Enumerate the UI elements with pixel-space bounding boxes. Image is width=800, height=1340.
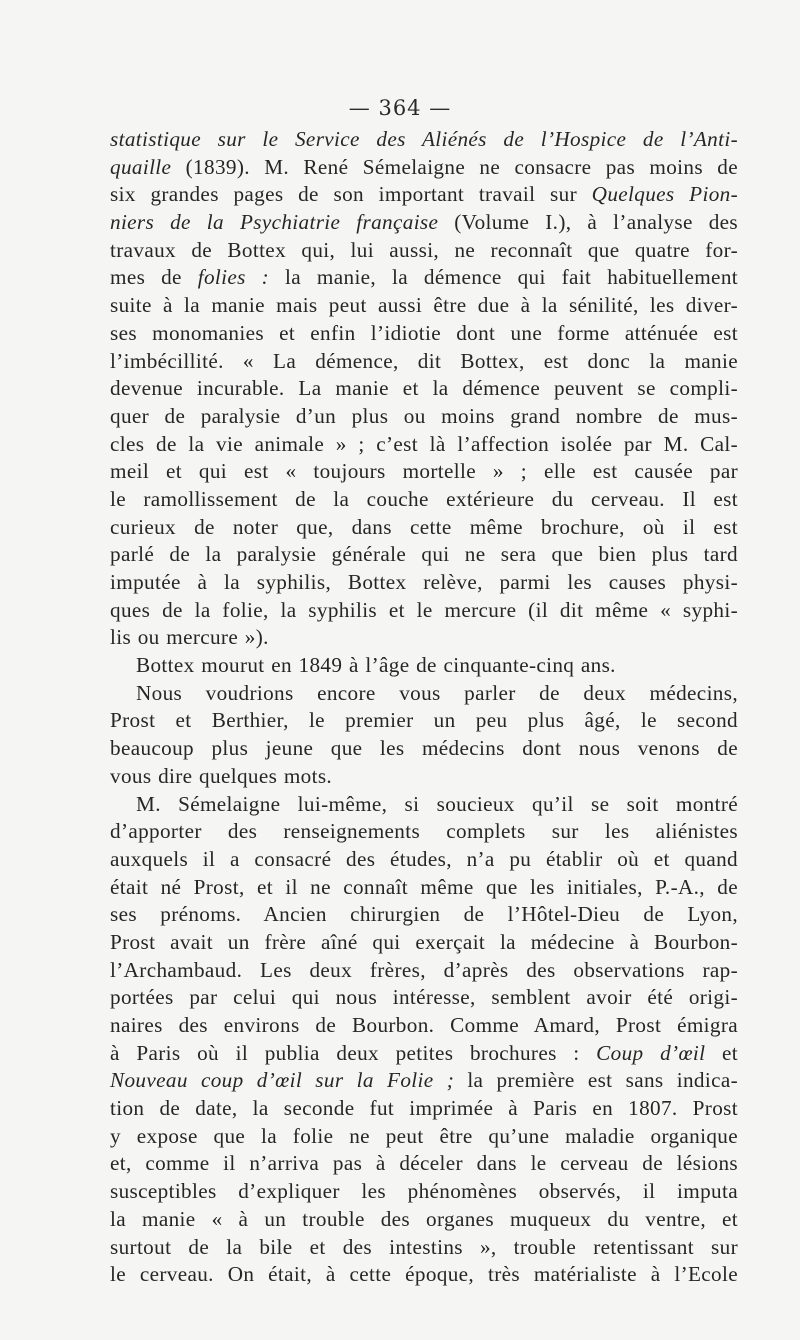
- text-segment: susceptibles d’expliquer les phénomènes observés, il imputa: [110, 1179, 738, 1204]
- text-line: [110, 680, 738, 708]
- italic-text: folies :: [197, 265, 270, 290]
- text-segment: suite à la manie mais peut aussi être due à la sénilité, les diver-: [110, 293, 738, 318]
- text-line: [110, 984, 738, 1012]
- text-segment: à Paris où il publia deux petites brochures :: [110, 1040, 597, 1065]
- text-line: [110, 1206, 738, 1234]
- italic-text: statistique sur le Service des Aliénés de l’Hospice de l’Anti-: [110, 127, 738, 151]
- text-segment: curieux de noter que, dans cette même brochure, où il est: [110, 514, 738, 539]
- text-segment: six grandes pages de son important travail sur: [110, 182, 592, 207]
- text-line: [110, 209, 738, 237]
- text-line: [110, 154, 738, 182]
- text-segment: surtout de la bile et des intestins », trouble retentissant sur: [110, 1234, 738, 1259]
- text-segment: l’Archambaud. Les deux frères, d’après des observations rap-: [110, 957, 738, 982]
- text-line: [110, 874, 738, 902]
- text-segment: vous dire quelques mots.: [110, 763, 333, 788]
- text-line: [110, 514, 738, 542]
- italic-text: Quelques Pion-: [591, 182, 738, 207]
- text-segment: la première est sans indica-: [454, 1068, 738, 1093]
- text-segment: meil et qui est « toujours mortelle » ; elle est causée par: [110, 459, 738, 484]
- text-line: [110, 735, 738, 763]
- text-segment: beaucoup plus jeune que les médecins dont nous venons de: [110, 736, 738, 761]
- text-line: [110, 569, 738, 597]
- text-segment: ques de la folie, la syphilis et le mercure (il dit même « syphi-: [110, 597, 738, 622]
- page-number: — 364 —: [348, 96, 452, 120]
- text-segment: auxquels il a consacré des études, n’a pu établir où et quand: [110, 846, 738, 871]
- italic-text: Coup d’œil: [596, 1040, 706, 1065]
- text-line: [110, 292, 738, 320]
- text-line: [110, 624, 738, 652]
- text-line: [110, 1234, 738, 1262]
- text-segment: devenue incurable. La manie et la démence peuvent se compli-: [110, 376, 738, 401]
- text-segment: et, comme il n’arriva pas à déceler dans le cerveau de lésions: [110, 1151, 738, 1176]
- text-line: [110, 320, 738, 348]
- text-line: [110, 403, 738, 431]
- text-segment: travaux de Bottex qui, lui aussi, ne reconnaît que quatre for-: [110, 237, 738, 262]
- text-line: [110, 486, 738, 514]
- text-segment: le cerveau. On était, à cette époque, très matérialiste à l’Ecole: [110, 1262, 738, 1287]
- text-segment: l’imbécillité. « La démence, dit Bottex, est donc la manie: [110, 348, 738, 373]
- text-line: [110, 458, 738, 486]
- text-line: [110, 1178, 738, 1206]
- text-segment: était né Prost, et il ne connaît même que les initiales, P.-A., de: [110, 874, 738, 899]
- text-line: [110, 652, 738, 680]
- text-line: [110, 791, 738, 819]
- text-line: [110, 957, 738, 985]
- italic-text: niers de la Psychiatrie française: [110, 210, 439, 235]
- text-line: [110, 846, 738, 874]
- text-line: [110, 929, 738, 957]
- text-line: [110, 126, 738, 154]
- italic-text: quaille: [110, 154, 172, 179]
- text-line: [110, 1261, 738, 1289]
- text-line: [110, 541, 738, 569]
- text-segment: tion de date, la seconde fut imprimée à Paris en 1807. Prost: [110, 1096, 738, 1121]
- text-segment: cles de la vie animale » ; c’est là l’affection isolée par M. Cal-: [110, 431, 738, 456]
- text-line: [110, 181, 738, 209]
- text-segment: y expose que la folie ne peut être qu’une maladie organique: [110, 1123, 738, 1148]
- text-line: [110, 597, 738, 625]
- text-line: [110, 1067, 738, 1095]
- text-segment: la manie « à un trouble des organes muqueux du ventre, et: [110, 1206, 738, 1231]
- text-segment: parlé de la paralysie générale qui ne sera que bien plus tard: [110, 542, 738, 567]
- text-line: [110, 348, 738, 376]
- text-segment: M. Sémelaigne lui-même, si soucieux qu’il se soit montré: [136, 791, 738, 816]
- text-line: [110, 707, 738, 735]
- text-line: [110, 375, 738, 403]
- text-line: [110, 1040, 738, 1068]
- text-segment: Prost avait un frère aîné qui exerçait la médecine à Bourbon-: [110, 929, 738, 954]
- text-segment: d’apporter des renseignements complets sur les aliénistes: [110, 819, 738, 844]
- text-line: [110, 1012, 738, 1040]
- text-segment: et: [705, 1040, 739, 1065]
- text-segment: quer de paralysie d’un plus ou moins grand nombre de mus-: [110, 403, 738, 428]
- text-segment: (Volume I.), à l’analyse des: [438, 210, 738, 235]
- text-segment: ses prénoms. Ancien chirurgien de l’Hôtel-Dieu de Lyon,: [110, 902, 738, 927]
- text-line: [110, 1123, 738, 1151]
- text-line: [110, 763, 738, 791]
- text-segment: Bottex mourut en 1849 à l’âge de cinquante-cinq ans.: [136, 653, 616, 678]
- text-segment: Nous voudrions encore vous parler de deux médecins,: [136, 680, 738, 705]
- text-segment: (1839). M. René Sémelaigne ne consacre pas moins de: [171, 154, 738, 179]
- text-segment: portées par celui qui nous intéresse, semblent avoir été origi-: [110, 985, 738, 1010]
- text-line: [110, 237, 738, 265]
- text-line: [110, 264, 738, 292]
- text-line: [110, 818, 738, 846]
- text-segment: imputée à la syphilis, Bottex relève, parmi les causes physi-: [110, 570, 738, 594]
- text-segment: naires des environs de Bourbon. Comme Amard, Prost émigra: [110, 1013, 738, 1037]
- text-line: [110, 1095, 738, 1123]
- text-segment: Prost et Berthier, le premier un peu plus âgé, le second: [110, 708, 738, 733]
- text-segment: lis ou mercure »).: [110, 625, 269, 650]
- text-segment: ses monomanies et enfin l’idiotie dont une forme atténuée est: [110, 320, 738, 345]
- body-text: [110, 126, 738, 1289]
- text-line: [110, 1150, 738, 1178]
- text-line: [110, 431, 738, 459]
- text-line: [110, 901, 738, 929]
- italic-text: Nouveau coup d’œil sur la Folie ;: [110, 1068, 455, 1093]
- text-segment: mes de: [110, 265, 198, 290]
- text-segment: la manie, la démence qui fait habituellement: [269, 265, 738, 290]
- text-segment: le ramollissement de la couche extérieure du cerveau. Il est: [110, 486, 738, 511]
